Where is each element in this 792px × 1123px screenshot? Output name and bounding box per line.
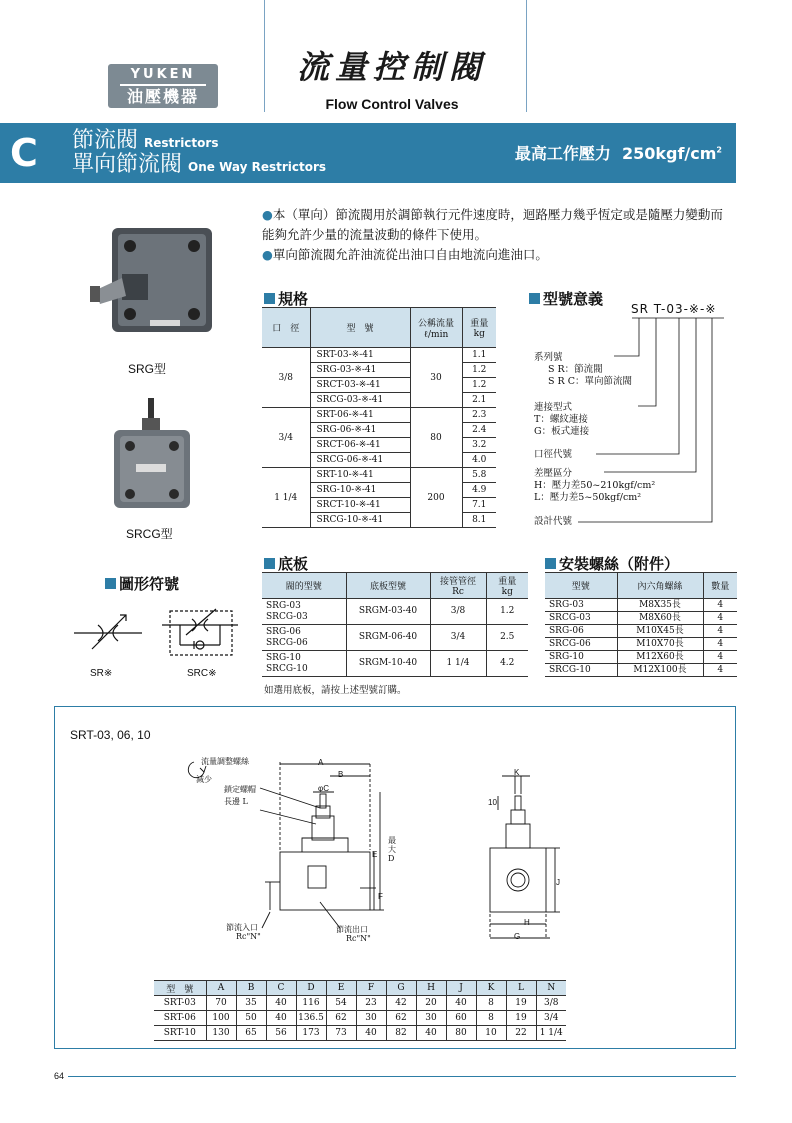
spec-weight: 5.8 [462,468,496,483]
base-row [262,599,528,625]
dim-cell: 60 [446,1011,476,1026]
dim-label-k: K [514,768,520,777]
label-decrease: 減少 [196,775,212,784]
base-valve-1: SRG-06 [266,626,301,637]
spec-bore: 3/4 [262,408,310,468]
bolt-qty: 4 [703,612,737,625]
bolt-row [545,599,737,612]
dim-header: H [416,981,446,996]
dim-header: 型 號 [154,981,206,996]
key-sr: S R：節流閥 [548,364,603,375]
bolt-model: SRCG-06 [545,638,617,651]
dim-header: F [356,981,386,996]
spec-heading-text: 規格 [278,290,309,308]
pressure-value: 250kgf/cm [621,144,717,163]
dim-cell: 136.5 [296,1011,326,1026]
symbol-heading [105,573,179,594]
dim-header: C [266,981,296,996]
base-heading-text: 底板 [278,555,309,573]
bolt-size: M12X100長 [617,664,703,677]
footer-rule [68,1076,736,1077]
spec-weight: 2.4 [462,423,496,438]
graphic-symbols [70,605,240,661]
base-valve-2: SRCG-10 [266,663,308,674]
bolt-row [545,612,737,625]
spec-bore: 3/8 [262,348,310,408]
dim-header: L [506,981,536,996]
base-valve [262,599,346,625]
key-g: G：板式連接 [534,426,590,437]
section-band [0,123,736,183]
key-l: L：壓力差5~50kgf/cm² [534,492,642,503]
spec-model: SRCG-10-※-41 [310,513,410,528]
spec-header-weight-unit: kg [473,329,485,339]
dim-cell: 1 1/4 [536,1026,566,1041]
bolt-qty: 4 [703,651,737,664]
dim-label-c: φC [318,784,329,793]
dim-cell: 82 [386,1026,416,1041]
bolt-row [545,651,737,664]
dim-label-max-d: 最大D [388,836,396,863]
dim-cell: 116 [296,996,326,1011]
dim-cell: 30 [356,1011,386,1026]
spec-model: SRCT-03-※-41 [310,378,410,393]
base-header-weight-unit: kg [501,587,513,597]
spec-weight: 1.1 [462,348,496,363]
base-header-pipe [430,573,486,599]
label-lock-nut-2: 長邊 L [224,797,248,806]
srcg-valve-photo [102,398,202,516]
bolt-row [545,625,737,638]
label-adj-screw: 流量調整螺絲 [201,757,249,766]
bolt-size: M10X45長 [617,625,703,638]
bolt-model: SRG-10 [545,651,617,664]
spec-model: SRCG-06-※-41 [310,453,410,468]
spec-weight: 8.1 [462,513,496,528]
base-weight: 4.2 [486,651,528,677]
dim-cell: 50 [236,1011,266,1026]
base-pipe: 1 1/4 [430,651,486,677]
brand-en: YUKEN [120,66,206,86]
spec-row [262,408,496,423]
dim-cell: 10 [476,1026,506,1041]
dim-cell: SRT-06 [154,1011,206,1026]
base-header-plate: 底板型號 [346,573,430,599]
spec-model: SRG-10-※-41 [310,483,410,498]
bolt-qty: 4 [703,599,737,612]
dim-cell: 173 [296,1026,326,1041]
symbol-sr-label: SR※ [90,668,113,679]
base-header-valve: 閥的型號 [262,573,346,599]
key-src: S R C：單向節流閥 [548,376,632,387]
srg-valve-photo [86,220,220,350]
label-inlet: 節流入口 [226,923,258,932]
dim-header: G [386,981,416,996]
spec-heading [264,288,308,309]
bolt-size: M12X60長 [617,651,703,664]
symbol-heading-text: 圖形符號 [119,575,180,593]
key-series: 系列號 [534,352,563,363]
key-design: 設計代號 [534,516,573,527]
base-plate: SRGM-06-40 [346,625,430,651]
spec-header-model: 型 號 [310,308,410,348]
base-pipe: 3/8 [430,599,486,625]
drawing-title: SRT-03, 06, 10 [70,728,151,742]
bolts-header-bolt: 內六角螺絲 [617,573,703,599]
key-h: H：壓力差50~210kgf/cm² [534,480,656,491]
dim-cell: 19 [506,1011,536,1026]
section-letter: C [10,131,38,175]
bolts-table [545,572,737,677]
bolts-heading [545,553,679,574]
band-row1-en: Restrictors [144,136,219,150]
dim-row [154,1026,566,1041]
dim-cell: 40 [266,1011,296,1026]
pressure-label: 最高工作壓力 [514,144,611,163]
base-valve [262,625,346,651]
spec-weight: 3.2 [462,438,496,453]
bolt-size: M8X35長 [617,599,703,612]
brand-zh: 油壓機器 [126,87,199,106]
dim-header: K [476,981,506,996]
spec-header-weight-text: 重量 [470,319,489,329]
base-row [262,625,528,651]
description-line2: 單向節流閥允許油流從出油口自由地流向進油口。 [272,247,548,262]
dim-cell: 40 [446,996,476,1011]
dim-label-h: H [524,918,530,927]
spec-header-bore: 口 徑 [262,308,310,348]
base-row [262,651,528,677]
bolts-heading-text: 安裝螺絲（附件） [559,555,680,573]
spec-header-flow [410,308,462,348]
dim-cell: 130 [206,1026,236,1041]
header-divider-left [264,0,265,112]
base-plate: SRGM-10-40 [346,651,430,677]
dim-cell: 62 [326,1011,356,1026]
spec-header-flow-unit: ℓ/min [423,329,449,340]
dim-cell: 3/8 [536,996,566,1011]
dim-cell: 42 [386,996,416,1011]
base-weight: 2.5 [486,625,528,651]
base-header-pipe-unit: Rc [452,587,464,597]
dim-cell: 56 [266,1026,296,1041]
spec-model: SRCT-10-※-41 [310,498,410,513]
spec-table [262,307,496,528]
base-heading [264,553,308,574]
base-note: 如選用底板，請按上述型號訂購。 [264,685,407,696]
spec-model: SRCG-03-※-41 [310,393,410,408]
max-pressure [515,141,722,164]
page-subtitle: Flow Control Valves [325,96,459,112]
dim-cell: 3/4 [536,1011,566,1026]
key-bore: 口徑代號 [534,449,573,460]
sr-symbol [74,615,142,649]
dim-header: N [536,981,566,996]
base-valve-2: SRCG-06 [266,637,308,648]
dim-cell: 62 [386,1011,416,1026]
dim-label-b: B [338,770,344,779]
symbol-src-label: SRC※ [187,668,217,679]
spec-model: SRT-03-※-41 [310,348,410,363]
dim-row [154,996,566,1011]
key-t: T：螺紋連接 [534,414,588,425]
dim-cell: SRT-10 [154,1026,206,1041]
dim-header: D [296,981,326,996]
base-pipe: 3/4 [430,625,486,651]
label-inlet-rc: Rc"N" [236,932,261,941]
pressure-sup: 2 [716,145,722,155]
dimension-table [154,980,566,1041]
base-header-weight [486,573,528,599]
spec-weight: 2.1 [462,393,496,408]
page-title: 流量控制閥 [296,48,487,86]
dim-cell: 8 [476,1011,506,1026]
spec-model: SRCT-06-※-41 [310,438,410,453]
model-key [534,300,734,540]
spec-bore: 1 1/4 [262,468,310,528]
bolt-row [545,664,737,677]
base-weight: 1.2 [486,599,528,625]
dim-cell: 40 [356,1026,386,1041]
bolt-model: SRG-03 [545,599,617,612]
dim-cell: 73 [326,1026,356,1041]
base-valve-2: SRCG-03 [266,611,308,622]
dim-cell: 70 [206,996,236,1011]
base-table [262,572,528,677]
band-row2-en: One Way Restrictors [188,160,327,174]
label-outlet-rc: Rc"N" [346,934,371,943]
spec-row [262,348,496,363]
description: ●本（單向）節流閥用於調節執行元件速度時，迴路壓力幾乎恆定或是隨壓力變動而能夠允許少量的流量波動的條件下使用。 ●單向節流閥允許油流從出油口自由地流向進油口。 [262,207,723,262]
spec-flow: 200 [410,468,462,528]
dim-cell: 40 [416,1026,446,1041]
key-conn: 連接型式 [534,402,573,413]
key-diff: 差壓區分 [534,468,573,479]
bolt-size: M10X70長 [617,638,703,651]
dim-cell: SRT-03 [154,996,206,1011]
srg-label: SRG型 [128,362,167,376]
yuken-logo [108,64,218,108]
page-number: 64 [54,1071,65,1081]
dim-cell: 23 [356,996,386,1011]
model-code: SR T-03-※-※ [631,302,717,316]
band-row2-zh: 單向節流閥 [72,152,183,177]
spec-flow: 30 [410,348,462,408]
dim-label-g: G [514,932,521,941]
spec-row [262,468,496,483]
dim-header: A [206,981,236,996]
spec-weight: 1.2 [462,378,496,393]
base-header-weight-text: 重量 [498,577,517,587]
spec-weight: 4.9 [462,483,496,498]
src-symbol [162,609,238,655]
spec-weight: 7.1 [462,498,496,513]
header-divider-right [526,0,527,112]
model-key-heading-text: 型號意義 [543,290,604,308]
spec-flow: 80 [410,408,462,468]
dim-label-10: 10 [488,798,497,807]
dim-label-a: A [318,758,324,767]
description-line1: 本（單向）節流閥用於調節執行元件速度時，迴路壓力幾乎恆定或是隨壓力變動而能夠允許少量的流量波動的條件下使用。 [262,207,723,242]
spec-model: SRG-06-※-41 [310,423,410,438]
dim-header: E [326,981,356,996]
base-valve [262,651,346,677]
bolt-model: SRCG-03 [545,612,617,625]
bolts-header-qty: 數量 [703,573,737,599]
dim-label-e: E [372,850,378,859]
dim-label-f: F [378,892,383,901]
spec-weight: 2.3 [462,408,496,423]
dim-label-j: J [556,878,560,887]
base-header-pipe-text: 接管管徑 [439,577,476,587]
spec-header-flow-text: 公稱流量 [417,318,454,329]
dim-cell: 100 [206,1011,236,1026]
dim-cell: 40 [266,996,296,1011]
dim-cell: 22 [506,1026,536,1041]
band-row1-zh: 節流閥 [72,128,139,153]
dim-cell: 65 [236,1026,266,1041]
bolt-qty: 4 [703,625,737,638]
label-outlet: 節流出口 [336,925,368,934]
spec-model: SRT-10-※-41 [310,468,410,483]
dim-cell: 35 [236,996,266,1011]
dim-row [154,1011,566,1026]
dim-cell: 30 [416,1011,446,1026]
dim-header: J [446,981,476,996]
bolt-model: SRG-06 [545,625,617,638]
bolt-row [545,638,737,651]
bolts-header-model: 型號 [545,573,617,599]
base-plate: SRGM-03-40 [346,599,430,625]
bolt-model: SRCG-10 [545,664,617,677]
spec-model: SRG-03-※-41 [310,363,410,378]
label-lock-nut: 鎖定螺帽 [224,785,256,794]
dim-cell: 20 [416,996,446,1011]
srcg-label: SRCG型 [126,527,173,541]
bolt-qty: 4 [703,664,737,677]
spec-model: SRT-06-※-41 [310,408,410,423]
dim-header: B [236,981,266,996]
bolt-size: M8X60長 [617,612,703,625]
spec-weight: 1.2 [462,363,496,378]
dim-cell: 54 [326,996,356,1011]
base-valve-1: SRG-10 [266,652,301,663]
dim-cell: 8 [476,996,506,1011]
spec-weight: 4.0 [462,453,496,468]
base-valve-1: SRG-03 [266,600,301,611]
bolt-qty: 4 [703,638,737,651]
dim-cell: 80 [446,1026,476,1041]
dim-cell: 19 [506,996,536,1011]
spec-header-weight [462,308,496,348]
